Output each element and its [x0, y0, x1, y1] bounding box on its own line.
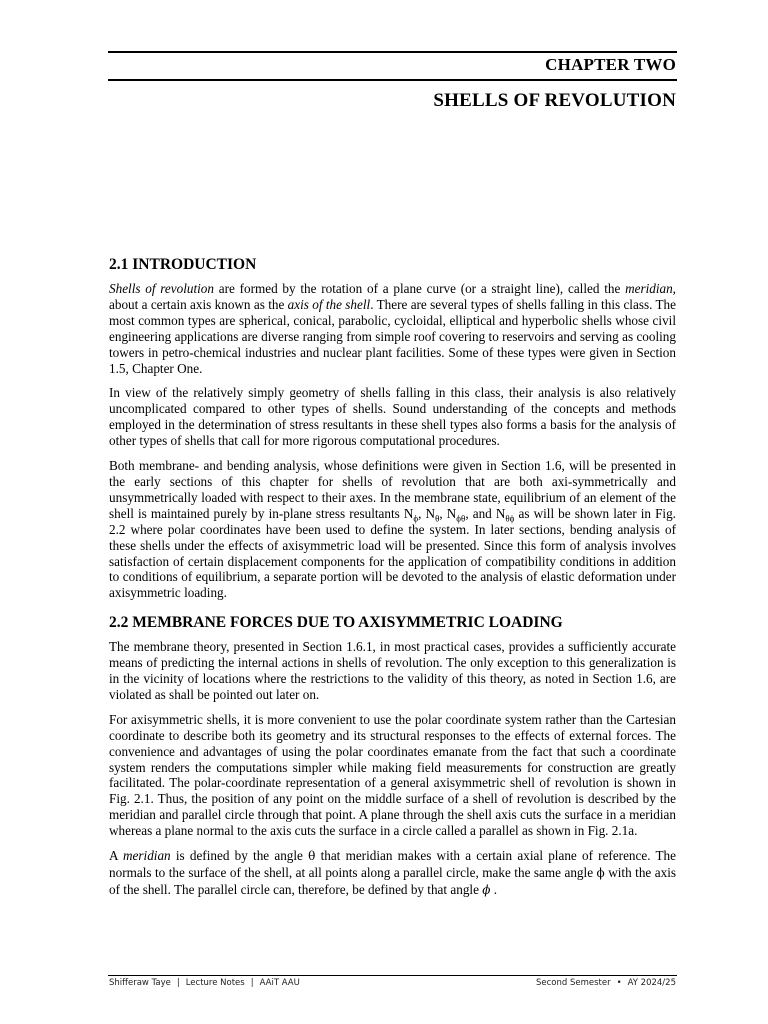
section-heading-membrane-forces: 2.2 MEMBRANE FORCES DUE TO AXISYMMETRIC LOADING: [109, 614, 563, 632]
phi-symbol: ϕ: [596, 866, 605, 880]
header-top-rule: [108, 51, 677, 53]
paragraph-intro-2: In view of the relatively simply geometry of shells falling in this class, their analysis is also relatively uncomplicated compared to other types of shells. Sound understanding of the concepts and methods employed in the determination of stress resultants in these shell types also forms a basis for the analysis of other types of shells that call for more rigorous computational procedures.: [109, 385, 676, 449]
text-run: about a certain axis known as the: [109, 296, 288, 312]
text-run: . There are several types of shells falling in this class. The most common types are spherical, conical, parabolic, cycloidal, elliptical and hyperbolic shells whose civil engineering applications are diverse ranging from simple roof covering to reservoirs and serving as cooling towers in petro-chemical industries and nuclear plant facilities. Some of these types were given in Section 1.5, Chapter One.: [109, 296, 676, 376]
text-run: Both membrane- and bending analysis, whose definitions were given in Section 1.6, will be presented in the early sections of this chapter for shells of revolution that are both axi-symmetrically and unsymmetrically loaded with respect to their axes. In the membrane state, equilibrium of an element of the shell is maintained purely by in-plane stress resultants N: [109, 458, 676, 521]
footer-rule: [108, 975, 677, 976]
footer-separator: |: [250, 978, 254, 988]
header-bottom-rule: [108, 79, 677, 81]
paragraph-membrane-2: For axisymmetric shells, it is more convenient to use the polar coordinate system rather than the Cartesian coordinate to describe both its geometry and its structural responses to the effects of external forces. The convenience and advantages of using the polar coordinates emanate from the fact that such a coordinate system renders the computations simpler while making field measurements for construction are greatly facilitated. The polar-coordinate representation of a general axisymmetric shell of revolution is shown in Fig. 2.1. Thus, the position of any point on the middle surface of a shell of revolution is described by the meridian and parallel circle through that point. A plane through the shell axis cuts the surface in a meridian whereas a plane normal to the axis cuts the surface in a circle called a parallel as shown in Fig. 2.1a.: [109, 711, 676, 839]
chapter-label: CHAPTER TWO: [545, 55, 676, 74]
phi-symbol: ϕ: [482, 882, 491, 897]
chapter-title: SHELLS OF REVOLUTION: [433, 90, 676, 111]
footer-year: AY 2024/25: [627, 978, 676, 988]
paragraph-intro-1: [109, 281, 676, 376]
subscript: θϕ: [505, 513, 515, 524]
text-run: that meridian makes with a certain axial plane of reference. The normals to the surface of the shell, at all points along a parallel circle, make the same angle: [109, 848, 676, 880]
text-run: .: [490, 881, 498, 897]
footer-notes: Lecture Notes: [185, 978, 245, 988]
italic-term: meridian: [123, 848, 171, 864]
footer-separator: |: [176, 978, 180, 988]
theta-symbol: θ: [308, 849, 316, 864]
footer-right: [536, 978, 676, 988]
footer-semester: Second Semester: [536, 978, 611, 988]
text-run: with the axis of the shell. The parallel circle can, therefore, be defined by that angle: [109, 865, 676, 897]
section-heading-introduction: 2.1 INTRODUCTION: [109, 256, 257, 273]
italic-term: axis of the shell: [287, 296, 371, 312]
footer-author: Shifferaw Taye: [109, 978, 171, 988]
paragraph-membrane-1: The membrane theory, presented in Section 1.6.1, in most practical cases, provides a sufficiently accurate means of predicting the internal actions in shells of revolution. The only exception to this generalization is in the vicinity of locations where the restrictions to the validity of this theory, as noted in Section 1.6, are violated as shall be pointed out later on.: [109, 639, 676, 702]
text-run: , N: [439, 505, 457, 521]
subscript: ϕθ: [456, 513, 466, 524]
paragraph-intro-3: [109, 458, 676, 601]
text-run: , and N: [465, 505, 506, 521]
footer-institution: AAiT AAU: [259, 978, 300, 988]
page-footer: [109, 978, 676, 988]
italic-term: meridian,: [625, 281, 676, 296]
text-run: as will be shown later in Fig. 2.2 where polar coordinates have been used to define the system. In later sections, bending analysis of these shells under the effects of axisymmetric load will be presented. Since this form of analysis involves satisfaction of certain displacement components for the application of compatibility conditions in addition to conditions of equilibrium, a separate portion will be devoted to the analysis of elastic deformation under axisymmetric loading.: [109, 505, 676, 601]
footer-bullet: •: [616, 978, 622, 988]
text-run: A: [109, 848, 124, 864]
text-run: is defined by the angle: [170, 848, 309, 864]
italic-term: Shells of revolution: [109, 281, 214, 296]
footer-left: [109, 978, 300, 988]
text-run: , N: [418, 505, 436, 521]
subscript: θ: [435, 513, 440, 524]
subscript: ϕ: [413, 513, 419, 524]
paragraph-membrane-3: [109, 848, 676, 899]
page-body: [109, 256, 676, 908]
text-run: are formed by the rotation of a plane curve (or a straight line), called the: [213, 281, 626, 296]
